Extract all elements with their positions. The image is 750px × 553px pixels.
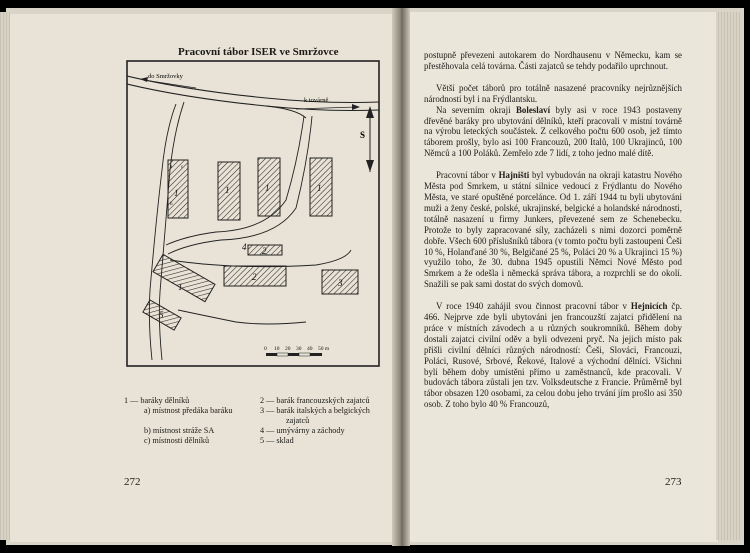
right-page-edges [716,12,742,540]
text-run: byl vybudován na okraji katastru Nového Města pod Smrkem, u státní silnice vedoucí z Frýdlantu do Nového Města, ve staré opuštěné porcelánce. Od 1. září 1944 tu byli ubytováni muži a ženy české, polské, ukrajinské, belgické a holandské národnosti, totálně nasazení u firmy Junkers, převezené sem ze Schenebecku. Protože to byly zapracované síly, zacházeli s nimi dozorci poměrně dobře. Všech 600 příslušníků tábora (v tomto počtu byli zastoupeni Češi 10 %, Holanďané 30 %, Belgičané 25 %, Poláci 20 % a Ukrajinci 15 %) využilo toho, že 30. dubna 1945 opustili Němci Nové Město pod Smrkem a že odešla i německá správa tábora, a rozprchli se do okolí. Snažili se pak sami dostat do svých domovů. [424,170,682,290]
camp-map [126,60,380,367]
legend-item: a) místnost předáka baráku [144,406,233,415]
building-label: 1 [317,183,322,193]
legend-item: 3 — barák italských a belgických [260,406,370,415]
building-label: 5 [159,310,164,320]
scale-bar [266,353,322,356]
legend-item: 1 — baráky dělníků [124,396,190,405]
place-name-bold: Hajništi [498,170,530,181]
text-run: postupně převezeni autokarem do Nordhausenu v Německu, kam se přestěhovala celá továrna. Části zajatců se tehdy podařilo uprchnout. [424,50,682,71]
place-name-bold: Hejnicích [630,301,668,312]
text-run: byly asi v roce 1943 postaveny dřevěné baráky pro ubytování dělníků, kteří pracovali v místní továrně na výrobu leteckých součástek. Z celkového počtu 600 osob, jež tímto táborem prošly, bylo asi 100 Francouzů, 200 Italů, 100 Ukrajinců, 100 Němců a 100 Poláků. Zemřelo zde 7 lidí, z toho jedno malé dítě. [424,104,682,159]
text-run: Větší počet táborů pro totálně nasazené pracovníky nejrůznějších národností byl i na Frýdlantsku. [424,82,682,104]
road-label-right: k továrně [304,97,329,104]
text-run: Pracovní tábor v [436,170,499,181]
figure-caption: Pracovní tábor ISER ve Smržovce [178,46,339,58]
scale-tick: 50 m [318,346,330,352]
body-paragraph [424,170,682,290]
page-number-right: 273 [665,476,682,488]
legend-item: 2 — barák francouzských zajatců [260,396,370,405]
text-run: Na severním okraji [436,104,517,115]
scale-tick: 40 [307,346,313,352]
text-run: čp. 466. Nejprve zde byli ubytováni jen francouzští zajatci přidělení na práce v místních závodech a u různých soukromníků. Během doby dostali zajatci civilní oděv a byli odvezeni pryč. Na jejich místo pak přišli civilní dělníci různých národností: Češi, Slováci, Francouzi, Poláci, Rusové, Srbové, Řekové, Italové a východní dělníci. Všichni byli během doby umístěni přímo u zaměstnanců, kde pracovali. V budovách tábora zůstali jen tzv. Volksdeutsche z Francie. Průměrně byl tábor obsazen 120 osobami, za celou dobu jeho trvání jím prošlo asi 350 osob. Z toho bylo 40 % Francouzů, [424,301,682,410]
body-paragraph [424,50,682,72]
building-label: 1 [174,188,179,198]
legend-item: 5 — sklad [260,436,294,445]
building-label: 2 [252,272,257,282]
body-paragraph [424,83,682,105]
body-paragraph [424,301,682,410]
page-number-left: 272 [124,476,141,488]
legend-right-column [260,396,370,446]
legend-left-column [124,396,232,446]
scale-tick: 0 [264,346,267,352]
legend-item: b) místnost stráže SA [144,426,215,435]
book-gutter [392,8,410,546]
legend-spacer [124,416,232,426]
place-name-bold: Boleslaví [516,104,551,115]
building-label: 1 [225,185,230,195]
building-label: 3 [338,278,343,288]
building-label: 1 [265,183,270,193]
sub-label: a [170,165,173,170]
page-body-text [424,50,682,410]
scale-tick: 30 [296,346,302,352]
building-label: 2 [262,246,267,256]
body-paragraph [424,105,682,160]
scale-tick: 10 [274,346,280,352]
building-label: 1 [178,282,183,292]
legend-item: zajatců [286,416,310,425]
sub-label: c [181,165,184,170]
building-label: 4 [242,242,247,252]
scale-tick: 20 [285,346,291,352]
road-label-top: do Smržovky [148,73,183,80]
sub-label: b [170,202,173,207]
north-label: S [360,130,366,140]
text-run: V roce 1940 zahájil svou činnost pracovní tábor v [436,301,631,312]
left-page-edges [0,12,10,540]
legend-item: 4 — umývárny a záchody [260,426,345,435]
legend-item: c) místnosti dělníků [144,436,210,445]
